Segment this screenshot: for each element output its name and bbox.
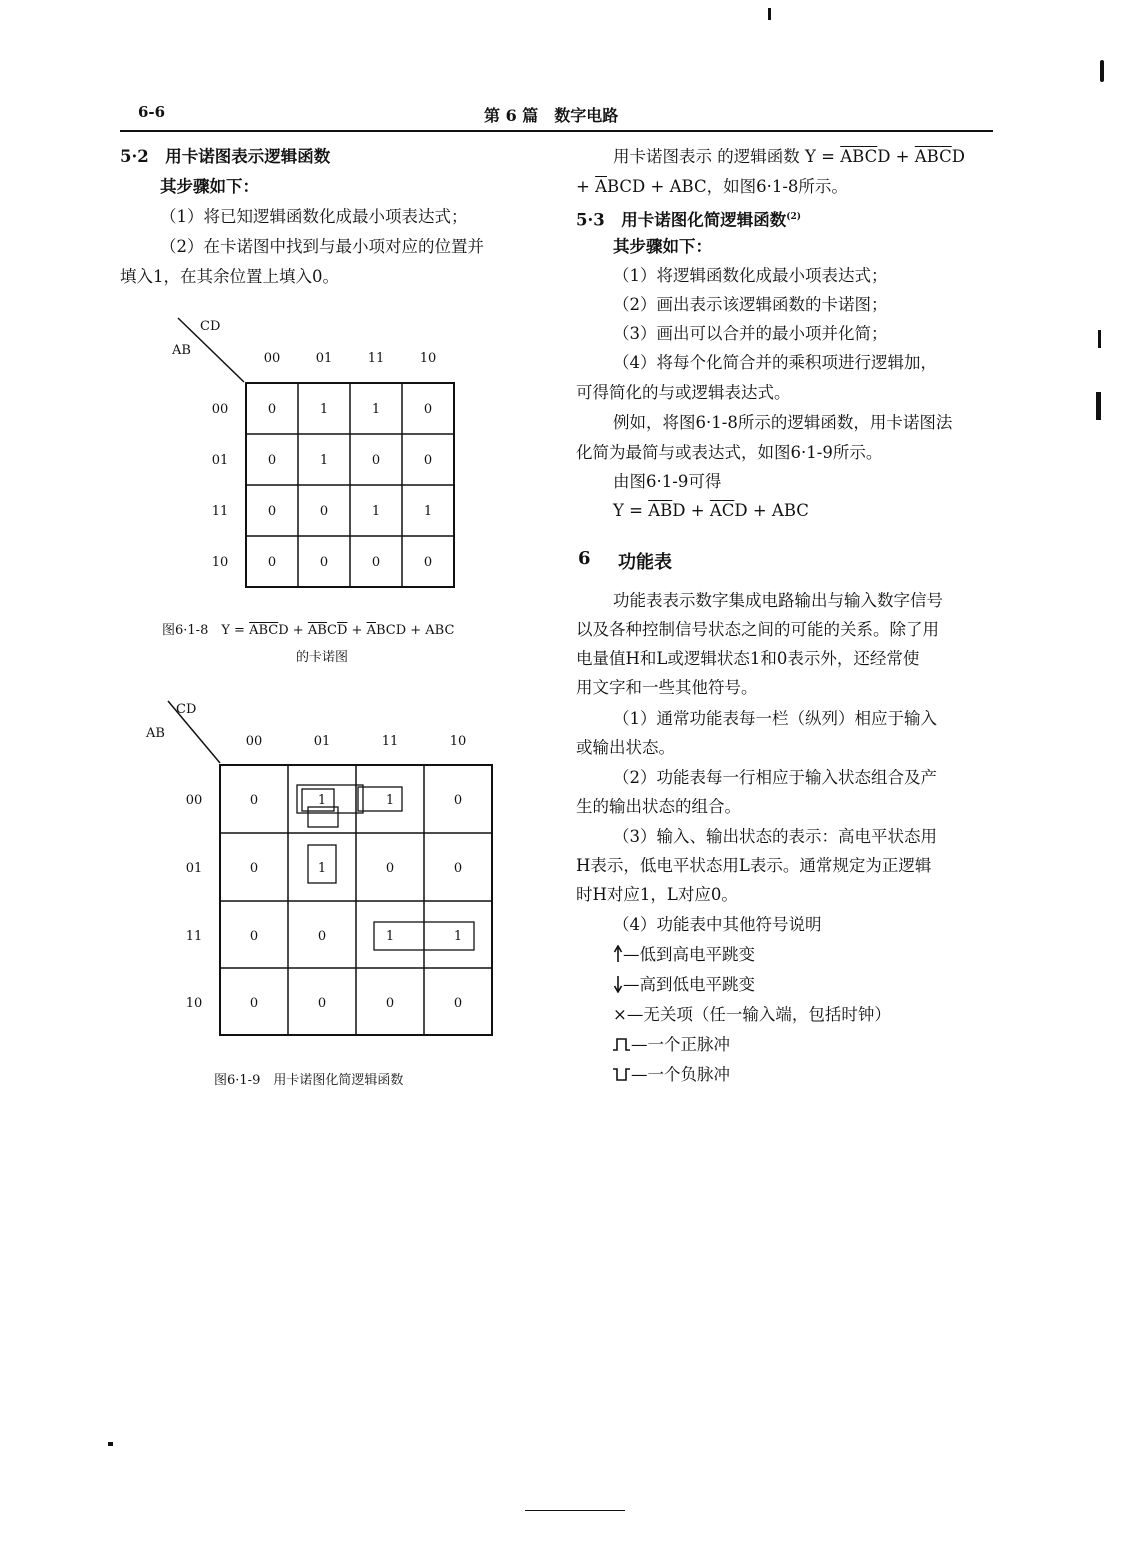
kmap-cell: 0 bbox=[423, 555, 433, 570]
kmap-cell: 1 bbox=[385, 793, 395, 808]
steps-heading-2: 其步骤如下： bbox=[613, 237, 712, 256]
scan-speck bbox=[1100, 60, 1104, 82]
kmap-cd-label: CD bbox=[200, 319, 221, 334]
kmap-grid-lines bbox=[246, 383, 454, 587]
step-3-r: （3）画出可以合并的最小项并化简； bbox=[613, 324, 888, 343]
section-5-2-title: 5·2 用卡诺图表示逻辑函数 bbox=[120, 147, 331, 166]
kmap-cell: 0 bbox=[423, 453, 433, 468]
symbol-falling: —高到低电平跳变 bbox=[613, 975, 755, 995]
symbol-rising: —低到高电平跳变 bbox=[613, 945, 755, 965]
kmap-cell: 0 bbox=[249, 996, 259, 1011]
item-2-line-2: 生的输出状态的组合。 bbox=[576, 797, 741, 816]
header-rule bbox=[120, 130, 993, 132]
para-1-line-1: 功能表表示数字集成电路输出与输入数字信号 bbox=[613, 591, 943, 610]
kmap-grid-lines bbox=[220, 765, 492, 1035]
para-1-line-3: 电量值H和L或逻辑状态1和0表示外，还经常使 bbox=[576, 649, 920, 668]
kmap-col-header: 01 bbox=[315, 351, 333, 366]
scan-speck bbox=[108, 1442, 113, 1446]
item-1-line-1: （1）通常功能表每一栏（纵列）相应于输入 bbox=[613, 709, 937, 728]
kmap-row-header: 00 bbox=[211, 402, 229, 417]
para-1-line-4: 用文字和一些其他符号。 bbox=[576, 678, 758, 697]
kmap-col-header: 00 bbox=[245, 734, 263, 749]
example-line-2: 化简为最简与或表达式，如图6·1-9所示。 bbox=[576, 443, 883, 462]
kmap-cell: 0 bbox=[267, 555, 277, 570]
figure-caption-6-1-9: 图6·1-9 用卡诺图化简逻辑函数 bbox=[214, 1073, 404, 1088]
kmap-cell: 1 bbox=[371, 402, 381, 417]
kmap-cell: 0 bbox=[267, 402, 277, 417]
steps-heading: 其步骤如下： bbox=[160, 177, 259, 196]
section-5-3-title: 5·3 用卡诺图化简逻辑函数$^{(2)}$ bbox=[576, 210, 801, 230]
positive-pulse-icon bbox=[613, 1036, 631, 1052]
item-4: （4）功能表中其他符号说明 bbox=[613, 915, 822, 934]
kmap-row-header: 11 bbox=[185, 929, 203, 944]
rising-edge-arrow-icon bbox=[613, 945, 623, 963]
kmap-row-header: 10 bbox=[185, 996, 203, 1011]
kmap-row-header: 01 bbox=[185, 861, 203, 876]
kmap-cell: 0 bbox=[317, 929, 327, 944]
symbol-dont-care: ×—无关项（任一输入端，包括时钟） bbox=[613, 1005, 891, 1024]
from-figure: 由图6·1-9可得 bbox=[613, 472, 722, 491]
item-3-line-3: 时H对应1，L对应0。 bbox=[576, 885, 738, 904]
kmap-row-header: 01 bbox=[211, 453, 229, 468]
kmap-col-header: 10 bbox=[419, 351, 437, 366]
kmap-row-header: 10 bbox=[211, 555, 229, 570]
kmap-cell: 0 bbox=[249, 793, 259, 808]
karnaugh-map-1 bbox=[160, 310, 480, 600]
step-1: （1）将已知逻辑函数化成最小项表达式； bbox=[160, 207, 468, 226]
para-1-line-2: 以及各种控制信号状态之间的可能的关系。除了用 bbox=[576, 620, 939, 639]
kmap-cell: 0 bbox=[453, 996, 463, 1011]
step-4-cont: 可得简化的与或逻辑表达式。 bbox=[576, 383, 791, 402]
kmap-cell: 0 bbox=[317, 996, 327, 1011]
kmap-col-header: 11 bbox=[367, 351, 385, 366]
kmap-ab-label: AB bbox=[172, 343, 191, 358]
kmap-cell: 0 bbox=[267, 453, 277, 468]
kmap-cd-label: CD bbox=[176, 702, 197, 717]
kmap-cell: 1 bbox=[371, 504, 381, 519]
kmap-cell: 1 bbox=[423, 504, 433, 519]
scan-speck bbox=[525, 1510, 625, 1511]
kmap-cell: 0 bbox=[267, 504, 277, 519]
kmap-cell: 0 bbox=[423, 402, 433, 417]
page-number: 6-6 bbox=[138, 103, 166, 121]
kmap-col-header: 00 bbox=[263, 351, 281, 366]
kmap-cell: 0 bbox=[385, 996, 395, 1011]
step-4-r: （4）将每个化简合并的乘积项进行逻辑加， bbox=[613, 353, 937, 372]
section-6-number: 6 bbox=[578, 548, 591, 569]
figure-caption-6-1-8: 图6·1-8 $Y = \overline{AB}\overline{C}D + \overline{AB}C\overline{D} + \overline{A}BCD$ + ABC bbox=[162, 623, 455, 638]
kmap-cell: 0 bbox=[453, 861, 463, 876]
figure-caption-6-1-8-line2: 的卡诺图 bbox=[296, 650, 349, 665]
kmap-cell: 0 bbox=[249, 861, 259, 876]
kmap-cell: 1 bbox=[317, 861, 327, 876]
kmap-cell: 1 bbox=[453, 929, 463, 944]
example-line-1: 例如，将图6·1-8所示的逻辑函数，用卡诺图法 bbox=[613, 413, 953, 432]
scan-speck bbox=[768, 8, 771, 20]
kmap-row-header: 00 bbox=[185, 793, 203, 808]
kmap-cell: 0 bbox=[319, 555, 329, 570]
kmap-cell: 0 bbox=[371, 453, 381, 468]
kmap-cell: 0 bbox=[453, 793, 463, 808]
kmap-cell: 0 bbox=[249, 929, 259, 944]
kmap-cell: 1 bbox=[319, 402, 329, 417]
running-title: 第 6 篇 数字电路 bbox=[484, 106, 619, 125]
item-3-line-1: （3）输入、输出状态的表示：高电平状态用 bbox=[613, 827, 937, 846]
kmap-cell: 0 bbox=[319, 504, 329, 519]
kmap-row-header: 11 bbox=[211, 504, 229, 519]
kmap-col-header: 11 bbox=[381, 734, 399, 749]
kmap-col-header: 10 bbox=[449, 734, 467, 749]
kmap-cell: 1 bbox=[317, 793, 327, 808]
step-2-r: （2）画出表示该逻辑函数的卡诺图； bbox=[613, 295, 888, 314]
kmap-ab-label: AB bbox=[146, 726, 165, 741]
scan-speck bbox=[1098, 330, 1101, 348]
kmap-col-header: 01 bbox=[313, 734, 331, 749]
step-1-r: （1）将逻辑函数化成最小项表达式； bbox=[613, 266, 888, 285]
kmap-cell: 0 bbox=[371, 555, 381, 570]
kmap-cell: 1 bbox=[385, 929, 395, 944]
scan-speck bbox=[1096, 392, 1101, 420]
negative-pulse-icon bbox=[613, 1066, 631, 1082]
intro-line-1: 用卡诺图表示 的逻辑函数 $Y = \overline{AB}\overline{C}D + \overline{AB}\overline{C}D$ bbox=[613, 147, 965, 166]
item-3-line-2: H表示，低电平状态用L表示。通常规定为正逻辑 bbox=[576, 856, 932, 875]
step-2-cont: 填入1，在其余位置上填入0。 bbox=[120, 267, 339, 286]
kmap-cell: 0 bbox=[385, 861, 395, 876]
symbol-negative-pulse: —一个负脉冲 bbox=[613, 1065, 730, 1085]
result-expression: $Y = \overline{AB}D + \overline{A}\overline{C}D$ + ABC bbox=[613, 501, 809, 520]
item-1-line-2: 或输出状态。 bbox=[576, 738, 675, 757]
intro-line-2: + $\overline{A}BCD$ + ABC，如图6·1-8所示。 bbox=[576, 177, 848, 196]
section-6-title: 功能表 bbox=[618, 552, 672, 573]
item-2-line-1: （2）功能表每一行相应于输入状态组合及产 bbox=[613, 768, 937, 787]
falling-edge-arrow-icon bbox=[613, 975, 623, 993]
kmap-cell: 1 bbox=[319, 453, 329, 468]
symbol-positive-pulse: —一个正脉冲 bbox=[613, 1035, 730, 1055]
step-2: （2）在卡诺图中找到与最小项对应的位置并 bbox=[160, 237, 484, 256]
karnaugh-map-2 bbox=[140, 695, 500, 1040]
